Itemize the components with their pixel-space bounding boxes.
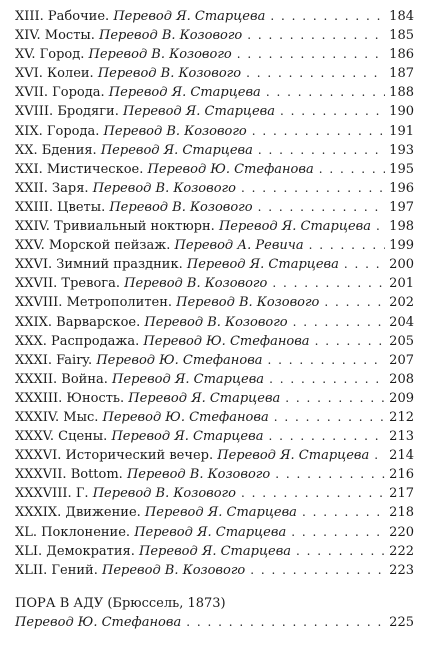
entry-heading: XXVIII. Метрополитен. [15, 295, 173, 311]
entry-page-number: 191 [389, 123, 414, 139]
entry-heading: XXXV. Сцены. [15, 429, 108, 445]
entry-page-number: 197 [389, 199, 414, 215]
toc-entry [15, 293, 414, 312]
entry-title [15, 561, 245, 580]
toc-entry [15, 446, 414, 465]
entry-heading: XXXVI. Исторический вечер. [15, 448, 214, 464]
entry-translator: Перевод Я. Старцева [111, 429, 264, 445]
entry-translator: Перевод Ю. Стефанова [102, 409, 269, 425]
section-translator: Перевод Ю. Стефанова [15, 615, 182, 631]
dot-leader [268, 351, 386, 370]
toc-entry [15, 7, 414, 26]
dot-leader [315, 332, 386, 351]
entry-page-number: 185 [389, 28, 414, 44]
entry-translator: Перевод Ю. Стефанова [96, 352, 263, 368]
entry-heading: XIII. Рабочие. [15, 9, 110, 24]
dot-leader [296, 542, 385, 561]
dot-leader [246, 64, 385, 83]
toc-entry [15, 198, 414, 217]
entry-title [15, 503, 297, 522]
dot-leader [309, 236, 386, 255]
entry-title [15, 160, 314, 179]
entry-page-number: 184 [389, 9, 414, 24]
toc-entry [15, 102, 414, 121]
entry-heading: XXXVII. Bottom. [15, 467, 123, 483]
entry-page-number: 198 [389, 219, 414, 235]
entry-page-number: 208 [389, 371, 414, 387]
toc-entry [15, 408, 414, 427]
entry-translator: Перевод В. Козового [144, 314, 288, 330]
entry-page-number: 207 [389, 352, 414, 368]
dot-leader [268, 427, 385, 446]
entry-title [15, 255, 339, 274]
entry-translator: Перевод Я. Старцева [218, 219, 371, 235]
entry-heading: XL. Поклонение. [15, 524, 131, 540]
entry-heading: XIV. Мосты. [15, 28, 95, 44]
entry-page-number: 187 [389, 66, 414, 82]
entry-translator: Перевод В. Козового [102, 562, 246, 578]
entry-title [15, 64, 241, 83]
entry-page-number: 202 [389, 295, 414, 311]
dot-leader [274, 408, 385, 427]
entry-translator: Перевод Я. Старцева [112, 371, 265, 387]
entry-translator: Перевод Я. Старцева [122, 104, 275, 120]
toc-section [15, 594, 414, 632]
entry-page-number: 204 [389, 314, 414, 330]
entry-title [15, 370, 264, 389]
entry-translator: Перевод Я. Старцева [100, 142, 253, 158]
entry-heading: XXXVIII. Г. [15, 486, 89, 502]
dot-leader [324, 293, 385, 312]
entry-page-number: 223 [389, 562, 414, 578]
entry-heading: XIX. Города. [15, 123, 100, 139]
dot-leader [275, 465, 385, 484]
entry-translator: Перевод Я. Старцева [144, 505, 297, 521]
entry-heading: XVIII. Бродяги. [15, 104, 119, 120]
entry-title [15, 484, 236, 503]
dot-leader [247, 26, 385, 45]
entry-title [15, 446, 369, 465]
entry-translator: Перевод Я. Старцева [134, 524, 287, 540]
entry-heading: XLI. Демократия. [15, 543, 135, 559]
entry-translator: Перевод Я. Старцева [139, 543, 292, 559]
entry-heading: XXI. Мистическое. [15, 161, 144, 177]
entry-page-number: 214 [389, 448, 414, 464]
toc-entry [15, 427, 414, 446]
entry-title [15, 83, 261, 102]
entry-title [15, 45, 232, 64]
dot-leader [250, 561, 385, 580]
entry-translator: Перевод Я. Старцева [108, 85, 261, 101]
entry-page-number: 188 [389, 85, 414, 101]
entry-translator: Перевод Ю. Стефанова [147, 161, 314, 177]
toc-entry [15, 484, 414, 503]
entry-title [15, 542, 291, 561]
entry-translator: Перевод В. Козового [92, 180, 236, 196]
entry-page-number: 216 [389, 467, 414, 483]
entry-heading: XXV. Морской пейзаж. [15, 238, 171, 254]
dot-leader [280, 102, 385, 121]
entry-title [15, 7, 265, 26]
entry-translator: Перевод В. Козового [103, 123, 247, 139]
entry-title [15, 141, 253, 160]
dot-leader [258, 198, 386, 217]
entry-heading: XVI. Колеи. [15, 66, 94, 82]
toc-entry [15, 45, 414, 64]
entry-page-number: 218 [389, 505, 414, 521]
toc-entry [15, 236, 414, 255]
entry-heading: XXIX. Варварское. [15, 314, 141, 330]
entry-title [15, 122, 247, 141]
toc-entry [15, 503, 414, 522]
dot-leader [319, 160, 385, 179]
toc-entry [15, 465, 414, 484]
toc-entry [15, 313, 414, 332]
entry-translator: Перевод Ю. Стефанова [143, 333, 310, 349]
entry-translator: Перевод В. Козового [124, 276, 268, 292]
entry-title [15, 427, 263, 446]
dot-leader [285, 389, 385, 408]
entry-heading: XXXIV. Мыс. [15, 409, 99, 425]
entry-heading: XLII. Гений. [15, 562, 98, 578]
entry-heading: XXXI. Fairy. [15, 352, 93, 368]
dot-leader [266, 83, 385, 102]
entry-heading: XXXII. Война. [15, 371, 108, 387]
entry-heading: XXII. Заря. [15, 180, 89, 196]
entry-heading: XXIV. Тривиальный ноктюрн. [15, 219, 215, 235]
entry-translator: Перевод В. Козового [88, 47, 232, 63]
toc-entry [15, 561, 414, 580]
entry-heading: XXXIII. Юность. [15, 390, 125, 406]
toc-entry [15, 274, 414, 293]
toc-entry [15, 542, 414, 561]
section-page-number: 225 [389, 615, 414, 631]
entry-page-number: 217 [389, 486, 414, 502]
section-entry [15, 613, 414, 632]
entry-title [15, 198, 253, 217]
toc-list [15, 7, 414, 580]
entry-page-number: 190 [389, 104, 414, 120]
dot-leader [237, 45, 385, 64]
entry-page-number: 205 [389, 333, 414, 349]
dot-leader [291, 523, 385, 542]
entry-title [15, 236, 304, 255]
entry-heading: XX. Бдения. [15, 142, 97, 158]
toc-entry [15, 141, 414, 160]
entry-title [15, 102, 275, 121]
entry-page-number: 186 [389, 47, 414, 63]
entry-title [15, 26, 242, 45]
entry-translator: Перевод Я. Старцева [217, 448, 370, 464]
toc-entry [15, 26, 414, 45]
toc-entry [15, 351, 414, 370]
toc-entry [15, 389, 414, 408]
dot-leader [241, 179, 385, 198]
dot-leader [269, 370, 385, 389]
entry-heading: XXIII. Цветы. [15, 199, 106, 215]
dot-leader [272, 274, 385, 293]
entry-heading: XVII. Города. [15, 85, 105, 101]
toc-entry [15, 255, 414, 274]
entry-translator: Перевод В. Козового [176, 295, 320, 311]
entry-heading: XV. Город. [15, 47, 85, 63]
entry-title [15, 293, 319, 312]
entry-page-number: 209 [389, 390, 414, 406]
dot-leader [186, 613, 385, 632]
entry-title [15, 274, 267, 293]
entry-translator: Перевод Я. Старцева [113, 9, 266, 24]
entry-heading: XXVII. Тревога. [15, 276, 120, 292]
entry-translator: Перевод В. Козового [97, 66, 242, 82]
toc-entry [15, 217, 414, 236]
dot-leader [344, 255, 385, 274]
entry-title [15, 523, 286, 542]
toc-entry [15, 122, 414, 141]
entry-translator: Перевод А. Ревича [174, 238, 304, 254]
entry-page-number: 212 [389, 409, 414, 425]
dot-leader [376, 217, 385, 236]
toc-entry [15, 332, 414, 351]
entry-page-number: 193 [389, 142, 414, 158]
entry-page-number: 222 [389, 543, 414, 559]
dot-leader [374, 446, 385, 465]
entry-page-number: 201 [389, 276, 414, 292]
entry-title [15, 351, 263, 370]
entry-translator: Перевод В. Козового [99, 28, 243, 44]
entry-title [15, 313, 288, 332]
section-heading: ПОРА В АДУ (Брюссель, 1873) [15, 596, 226, 611]
entry-page-number: 199 [389, 238, 414, 254]
entry-translator: Перевод Я. Старцева [186, 257, 339, 273]
toc-entry [15, 370, 414, 389]
dot-leader [302, 503, 385, 522]
dot-leader [241, 484, 385, 503]
entry-page-number: 213 [389, 429, 414, 445]
entry-page-number: 200 [389, 257, 414, 273]
entry-page-number: 220 [389, 524, 414, 540]
toc-entry [15, 523, 414, 542]
entry-heading: XXX. Распродажа. [15, 333, 140, 349]
toc-entry [15, 160, 414, 179]
entry-heading: XXVI. Зимний праздник. [15, 257, 183, 273]
toc-entry [15, 179, 414, 198]
entry-translator: Перевод В. Козового [92, 486, 236, 502]
entry-title [15, 217, 371, 236]
entry-page-number: 196 [389, 180, 414, 196]
dot-leader [270, 7, 385, 26]
entry-page-number: 195 [389, 161, 414, 177]
toc-entry [15, 83, 414, 102]
entry-title [15, 408, 269, 427]
entry-translator: Перевод В. Козового [109, 199, 253, 215]
entry-translator: Перевод Я. Старцева [128, 390, 281, 406]
entry-heading: XXXIX. Движение. [15, 505, 141, 521]
entry-title [15, 179, 236, 198]
entry-title [15, 389, 280, 408]
dot-leader [293, 313, 386, 332]
entry-title [15, 465, 270, 484]
dot-leader [258, 141, 385, 160]
entry-title [15, 332, 310, 351]
entry-translator: Перевод В. Козового [126, 467, 271, 483]
toc-entry [15, 64, 414, 83]
dot-leader [252, 122, 385, 141]
